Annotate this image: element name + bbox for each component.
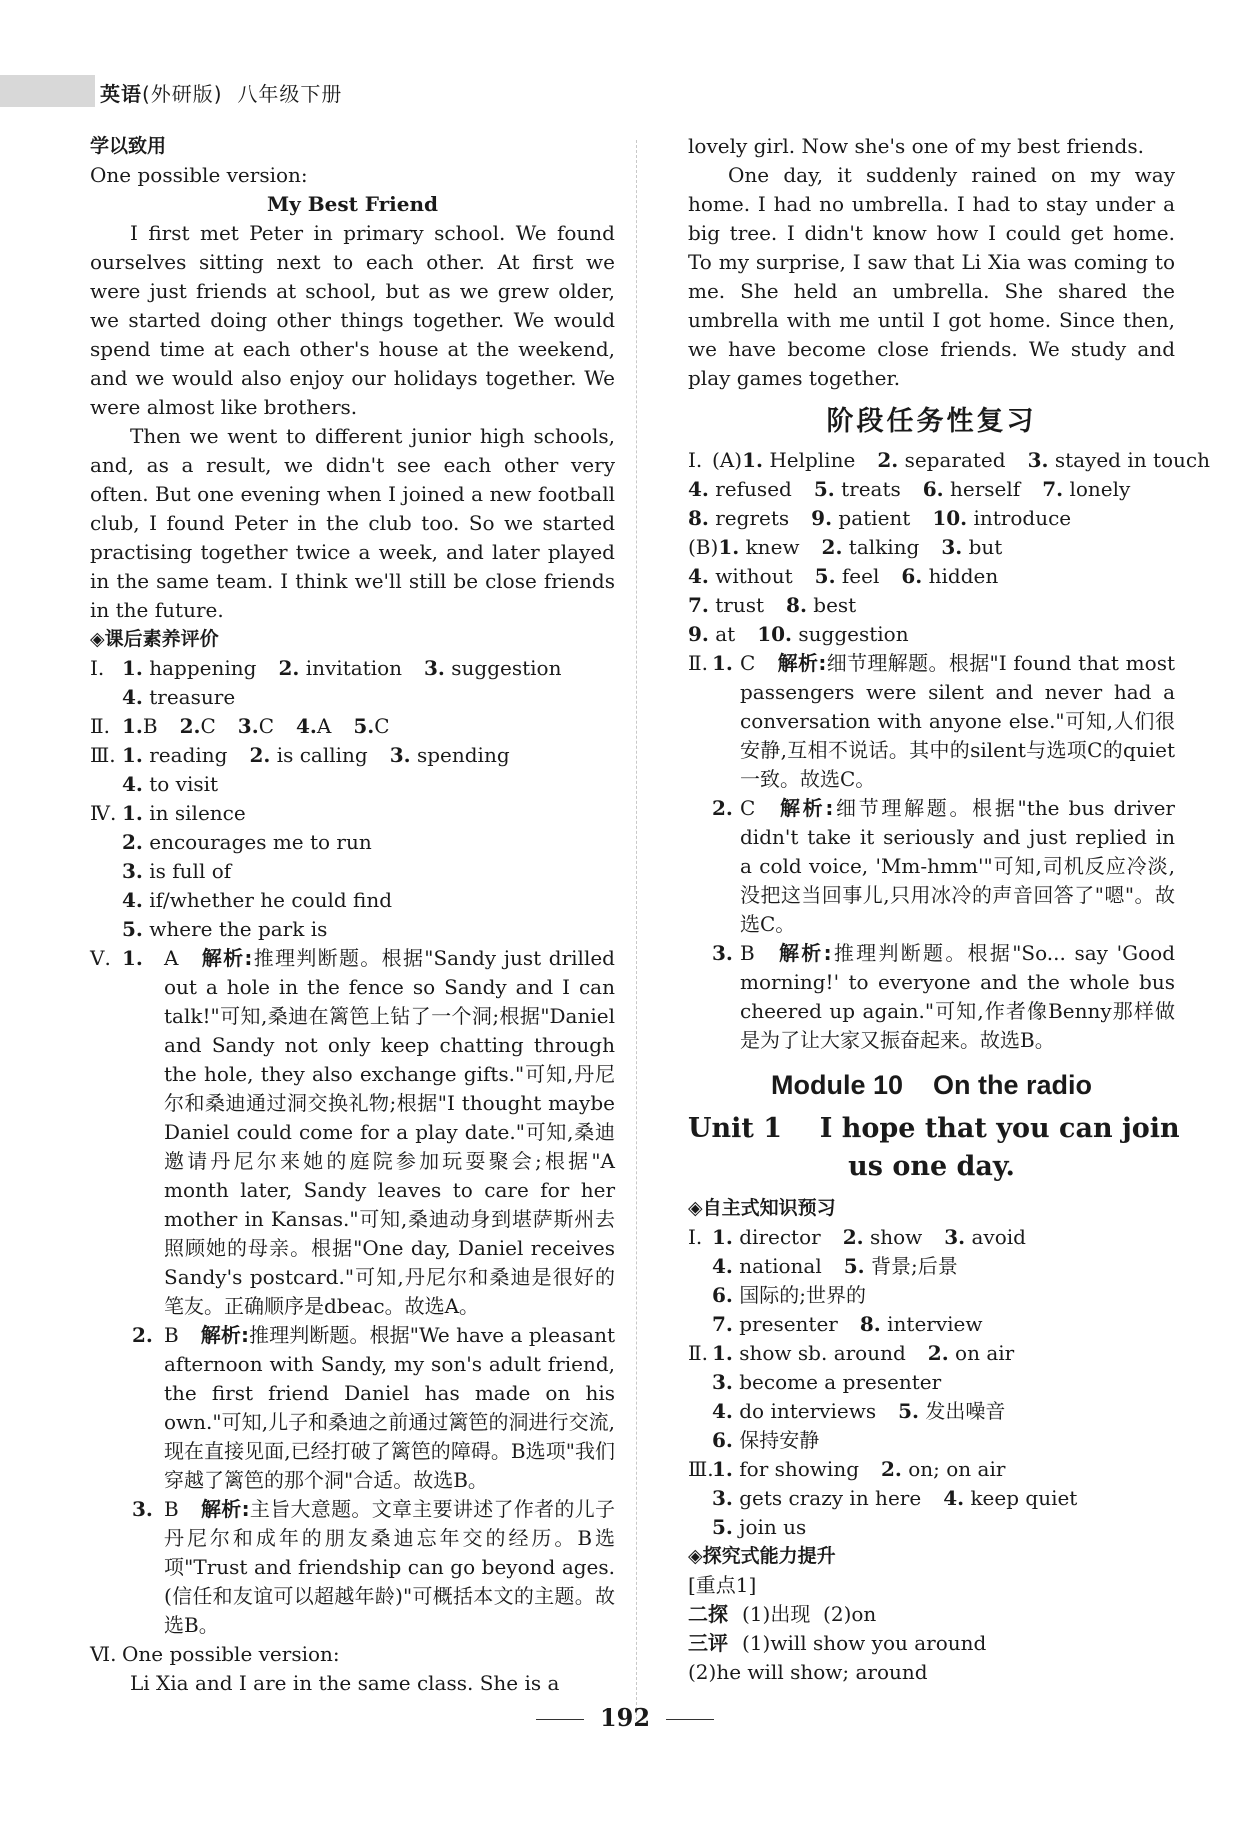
edition: (外研版) — [142, 82, 223, 106]
answer: if/whether he could find — [149, 888, 393, 912]
answer: become a presenter — [739, 1370, 942, 1394]
item-num: 2. — [881, 1457, 902, 1481]
item-num: 10. — [757, 622, 793, 646]
roman-numeral: Ⅱ. — [90, 714, 110, 738]
item-num: 2. — [249, 743, 271, 767]
explore-heading: ◈探究式能力提升 — [688, 1545, 836, 1567]
answer-row — [90, 654, 615, 683]
item-num: 3. — [941, 535, 963, 559]
left-column — [90, 132, 615, 1698]
item-num: 2. — [821, 535, 843, 559]
roman-numeral: Ⅴ. — [90, 946, 111, 970]
answer: refused — [715, 477, 792, 501]
answer: national — [739, 1254, 822, 1278]
unit-title — [688, 1110, 1180, 1186]
answer-row — [688, 1629, 1175, 1658]
item-num: 9. — [811, 506, 833, 530]
answer: director — [739, 1225, 821, 1249]
answer: where the park is — [149, 917, 328, 941]
jiexi-label: 解析: — [200, 946, 253, 970]
key-point-label: [重点1] — [688, 1573, 757, 1597]
item-num: 1. — [122, 656, 143, 680]
answer: spending — [416, 743, 510, 767]
item-num-block — [688, 649, 740, 794]
answer-row — [688, 1484, 1175, 1513]
item-num: 2. — [842, 1225, 864, 1249]
answer: introduce — [973, 506, 1072, 530]
answer: B — [740, 941, 755, 965]
answer-row — [90, 741, 615, 770]
roman-numeral: Ⅱ. — [688, 651, 708, 675]
item-num: 1. — [122, 714, 143, 738]
answer: without — [715, 564, 793, 588]
item-num: 5. — [843, 1254, 865, 1278]
answer-row — [688, 620, 1175, 649]
header-band — [0, 75, 95, 107]
part-label: (B) — [688, 535, 719, 559]
answer: keep quiet — [970, 1486, 1078, 1510]
answer: herself — [950, 477, 1021, 501]
item-num: 6. — [901, 564, 923, 588]
roman-numeral: Ⅰ. — [90, 656, 105, 680]
answer: treasure — [149, 685, 236, 709]
item-num: 1. — [122, 946, 143, 970]
answer: B — [142, 714, 158, 738]
item-num: 3. — [1027, 448, 1049, 472]
answer-row — [90, 770, 615, 799]
roman-numeral: Ⅰ. — [688, 1225, 703, 1249]
explanation-item — [90, 1321, 615, 1495]
item-num-block — [688, 939, 740, 1055]
answer: best — [813, 593, 857, 617]
explanation-text — [164, 1321, 615, 1495]
answer: happening — [149, 656, 257, 680]
answer: C — [374, 714, 390, 738]
item-num: 5. — [353, 714, 375, 738]
item-num: 4. — [296, 714, 317, 738]
item-num: 4. — [688, 564, 709, 588]
explanation: 细节理解题。根据"I found that most passengers were silent and never had a conversation with anyone else."可知,人们很安静,互相不说话。其中的silent与选项C的quiet一致。故选C。 — [740, 651, 1175, 791]
answer: patient — [838, 506, 911, 530]
xyzy-intro: One possible version: — [90, 163, 308, 187]
running-header — [100, 78, 342, 107]
item-num: 5. — [122, 917, 143, 941]
answer: lonely — [1069, 477, 1131, 501]
module-title: Module 10 On the radio — [770, 1070, 1093, 1100]
answer: 保持安静 — [739, 1428, 820, 1452]
answer: regrets — [715, 506, 790, 530]
item-num: 4. — [943, 1486, 965, 1510]
item-num-block — [90, 1321, 164, 1495]
item-num: 8. — [688, 506, 709, 530]
answer: to visit — [149, 772, 219, 796]
answer: show — [869, 1225, 923, 1249]
essay-paragraph: One day, it suddenly rained on my way home. I had no umbrella. I had to stay under a big tree. I didn't know how I could get home. To my surprise, I saw that Li Xia was coming to me. She held an umbrella. She shared the umbrella with me until I got home. Since then, we have become close friends. We study and play games together. — [688, 163, 1175, 390]
item-num: 3. — [424, 656, 445, 680]
answer: avoid — [971, 1225, 1026, 1249]
explanation-item — [688, 649, 1175, 794]
answer-row — [90, 886, 615, 915]
answer-row — [688, 475, 1175, 504]
answer: (2)he will show; around — [688, 1660, 928, 1684]
item-num: 3. — [712, 1486, 733, 1510]
explanation-text — [740, 939, 1175, 1055]
answer: hidden — [928, 564, 999, 588]
item-num: 1. — [122, 801, 143, 825]
answer: interview — [887, 1312, 983, 1336]
stage-label: 三评 — [688, 1631, 728, 1655]
answer: but — [968, 535, 1003, 559]
item-num: 6. — [922, 477, 944, 501]
item-num: 5. — [814, 564, 836, 588]
answer-row — [90, 712, 615, 741]
answer: 背景;后景 — [870, 1254, 958, 1278]
explanation-text — [740, 649, 1175, 794]
item-num: 2. — [122, 830, 143, 854]
answer: gets crazy in here — [739, 1486, 922, 1510]
unit-title-line: Unit 1 I hope that you can join — [688, 1113, 1180, 1144]
explanation: 推理判断题。根据"So... say 'Good morning!' to everyone and the whole bus cheered up again."可知,作者像Benny那样做是为了让大家又振奋起来。故选B。 — [740, 941, 1175, 1052]
grade: 八年级下册 — [237, 82, 343, 106]
item-num-block — [688, 794, 740, 939]
answer-row — [688, 1339, 1175, 1368]
answer: is full of — [149, 859, 232, 883]
answer-row — [688, 1658, 1175, 1687]
answer: (1)will show you around — [742, 1631, 987, 1655]
item-num: 2. — [927, 1341, 949, 1365]
roman-numeral: Ⅵ. — [90, 1642, 117, 1666]
item-num: 1. — [718, 535, 740, 559]
answer: 发出噪音 — [925, 1399, 1006, 1423]
item-num: 3. — [237, 714, 259, 738]
answer: on air — [955, 1341, 1015, 1365]
answer: stayed in touch — [1054, 448, 1211, 472]
answer-row — [90, 857, 615, 886]
explanation: 推理判断题。根据"Sandy just drilled out a hole in the fence so Sandy and I can talk!"可知,桑迪在篱笆上钻了一个洞;根据"Daniel and Sandy not only keep chatting through the hole, they also exchange gifts."可知,丹尼尔和桑迪通过洞交换礼物;根据"I thought maybe Daniel could come for a play date."可知,桑迪邀请丹尼尔来她的庭院参加玩耍聚会;根据"A month later, Sandy leaves to care for her mother in Kansas."可知,桑迪动身到堪萨斯州去照顾她的母亲。根据"One day, Daniel receives Sandy's postcard."可知,丹尼尔和桑迪是很好的笔友。正确顺序是dbeac。故选A。 — [164, 946, 615, 1318]
item-num: 4. — [122, 888, 143, 912]
eval-heading: ◈课后素养评价 — [90, 628, 219, 650]
answer-row — [688, 562, 1175, 591]
answer-row — [90, 799, 615, 828]
roman-numeral: Ⅱ. — [688, 1341, 708, 1365]
explanation-item — [688, 794, 1175, 939]
item-num: 3. — [122, 859, 143, 883]
essay-paragraph: I first met Peter in primary school. We found ourselves sitting next to each other. At first we were just friends at school, but as we grew older, we started doing other things together. We would spend time at each other's house at the weekend, and we would also enjoy our holidays together. We were almost like brothers. — [90, 221, 615, 419]
explanation-item — [688, 939, 1175, 1055]
jiexi-label: 解析: — [200, 1497, 250, 1521]
answer-row — [688, 1397, 1175, 1426]
answer-row — [688, 1281, 1175, 1310]
answer: 国际的;世界的 — [739, 1283, 866, 1307]
answer-row — [688, 504, 1175, 533]
answer: in silence — [149, 801, 246, 825]
item-num: 2. — [132, 1323, 153, 1347]
item-num: 6. — [712, 1283, 733, 1307]
answer-row — [688, 1513, 1175, 1542]
item-num: 2. — [877, 448, 899, 472]
item-num: 1. — [712, 1457, 733, 1481]
item-num: 7. — [688, 593, 709, 617]
answer: separated — [904, 448, 1006, 472]
jiexi-label: 解析: — [776, 941, 832, 965]
item-num-block — [90, 944, 164, 1321]
item-num: 1. — [712, 1341, 733, 1365]
answer-row — [688, 1223, 1175, 1252]
right-column — [688, 132, 1211, 1687]
answer: B — [164, 1497, 179, 1521]
answer: invitation — [305, 656, 403, 680]
item-num: 7. — [712, 1312, 733, 1336]
item-num: 4. — [712, 1254, 733, 1278]
item-num: 7. — [1042, 477, 1064, 501]
item-num: 4. — [122, 685, 143, 709]
item-num: 1. — [122, 743, 143, 767]
answer: C — [258, 714, 274, 738]
answer: is calling — [276, 743, 368, 767]
answer-row — [90, 1640, 615, 1669]
item-num: 5. — [898, 1399, 919, 1423]
answer: trust — [715, 593, 765, 617]
explanation-text — [164, 1495, 615, 1640]
answer-row — [688, 1600, 1175, 1629]
item-num: 3. — [132, 1497, 153, 1521]
answer-row — [90, 915, 615, 944]
item-num: 4. — [688, 477, 709, 501]
column-divider — [636, 140, 637, 1720]
explanation-item — [90, 1495, 615, 1640]
answer-row — [688, 1455, 1175, 1484]
page-number: 192 — [0, 1703, 1250, 1732]
answer: C — [200, 714, 216, 738]
item-num: 8. — [786, 593, 807, 617]
xyzy-heading: 学以致用 — [90, 135, 167, 157]
answer: C — [740, 796, 756, 820]
item-num: 1. — [742, 448, 763, 472]
explanation: 主旨大意题。文章主要讲述了作者的儿子丹尼尔和成年的朋友桑迪忘年交的经历。B选项"Trust and friendship can go beyond ages.(信任和友谊可以超越年龄)"可概括本文的主题。故选B。 — [164, 1497, 616, 1637]
explanation: 细节理解题。根据"the bus driver didn't take it seriously and just replied in a cold voice, 'Mm-hmm'"可知,司机反应冷淡,没把这当回事儿,只用冰冷的声音回答了"嗯"。故选C。 — [740, 796, 1175, 936]
item-num-block — [90, 1495, 164, 1640]
roman-numeral: Ⅳ. — [90, 801, 117, 825]
item-num: 9. — [688, 622, 709, 646]
intro: One possible version: — [122, 1642, 340, 1666]
answer: Helpline — [769, 448, 856, 472]
answer-row — [688, 591, 1175, 620]
explanation-text — [164, 944, 615, 1321]
item-num: 5. — [712, 1515, 733, 1539]
answer-row — [90, 683, 615, 712]
item-num: 3. — [389, 743, 411, 767]
roman-numeral: Ⅲ. — [688, 1457, 714, 1481]
answer: treats — [841, 477, 901, 501]
answer: feel — [841, 564, 880, 588]
answer: on; on air — [908, 1457, 1006, 1481]
item-num: 3. — [712, 941, 733, 965]
roman-numeral: Ⅲ. — [90, 743, 116, 767]
part-label: (A) — [712, 448, 743, 472]
item-num: 10. — [932, 506, 968, 530]
answer: join us — [739, 1515, 807, 1539]
answer: (1)出现 (2)on — [742, 1602, 877, 1626]
explanation: 推理判断题。根据"We have a pleasant afternoon with Sandy, my son's adult friend, the first friend Daniel has made on his own."可知,儿子和桑迪之前通过篱笆的洞进行交流,现在直接见面,已经打破了篱笆的障碍。B选项"我们穿越了篱笆的那个洞"合适。故选B。 — [164, 1323, 615, 1492]
explanation-text — [740, 794, 1175, 939]
stage-label: 二探 — [688, 1602, 728, 1626]
answer: encourages me to run — [149, 830, 372, 854]
answer: suggestion — [798, 622, 909, 646]
answer: C — [740, 651, 756, 675]
answer: talking — [848, 535, 920, 559]
answer-row — [90, 828, 615, 857]
answer-row — [688, 1426, 1175, 1455]
item-num: 4. — [122, 772, 143, 796]
item-num: 8. — [859, 1312, 881, 1336]
unit-title-line: us one day. — [848, 1151, 1015, 1182]
subject: 英语 — [100, 82, 142, 106]
answer: knew — [745, 535, 800, 559]
answer: do interviews — [739, 1399, 877, 1423]
answer-row — [688, 1252, 1175, 1281]
essay-paragraph: Then we went to different junior high schools, and, as a result, we didn't see each other very often. But one evening when I joined a new football club, I found Peter in the club too. So we started practising together twice a week, and later played in the same team. I think we'll still be close friends in the future. — [90, 424, 615, 622]
item-num: 1. — [712, 1225, 733, 1249]
answer: for showing — [739, 1457, 859, 1481]
item-num: 1. — [712, 651, 733, 675]
answer: presenter — [739, 1312, 838, 1336]
essay-paragraph: Li Xia and I are in the same class. She is a — [130, 1671, 560, 1695]
jiexi-label: 解析: — [200, 1323, 249, 1347]
answer: at — [715, 622, 736, 646]
essay-paragraph: lovely girl. Now she's one of my best friends. — [688, 134, 1144, 158]
item-num: 2. — [712, 796, 733, 820]
answer: A — [164, 946, 179, 970]
answer-row — [688, 533, 1175, 562]
explanation-item — [90, 944, 615, 1321]
jiexi-label: 解析: — [777, 796, 834, 820]
answer: B — [164, 1323, 179, 1347]
item-num: 3. — [944, 1225, 966, 1249]
answer: A — [316, 714, 332, 738]
item-num: 6. — [712, 1428, 733, 1452]
answer: suggestion — [451, 656, 562, 680]
answer-row — [688, 446, 1211, 475]
essay-title: My Best Friend — [266, 192, 439, 216]
answer: reading — [149, 743, 228, 767]
answer: show sb. around — [739, 1341, 906, 1365]
roman-numeral: Ⅰ. — [688, 448, 703, 472]
item-num: 5. — [813, 477, 835, 501]
item-num: 4. — [712, 1399, 733, 1423]
item-num: 2. — [278, 656, 300, 680]
prep-heading: ◈自主式知识预习 — [688, 1197, 836, 1219]
jiexi-label: 解析: — [777, 651, 827, 675]
answer-row — [688, 1368, 1175, 1397]
answer-row — [688, 1310, 1175, 1339]
review-title: 阶段任务性复习 — [826, 406, 1037, 437]
item-num: 3. — [712, 1370, 733, 1394]
item-num: 2. — [179, 714, 201, 738]
